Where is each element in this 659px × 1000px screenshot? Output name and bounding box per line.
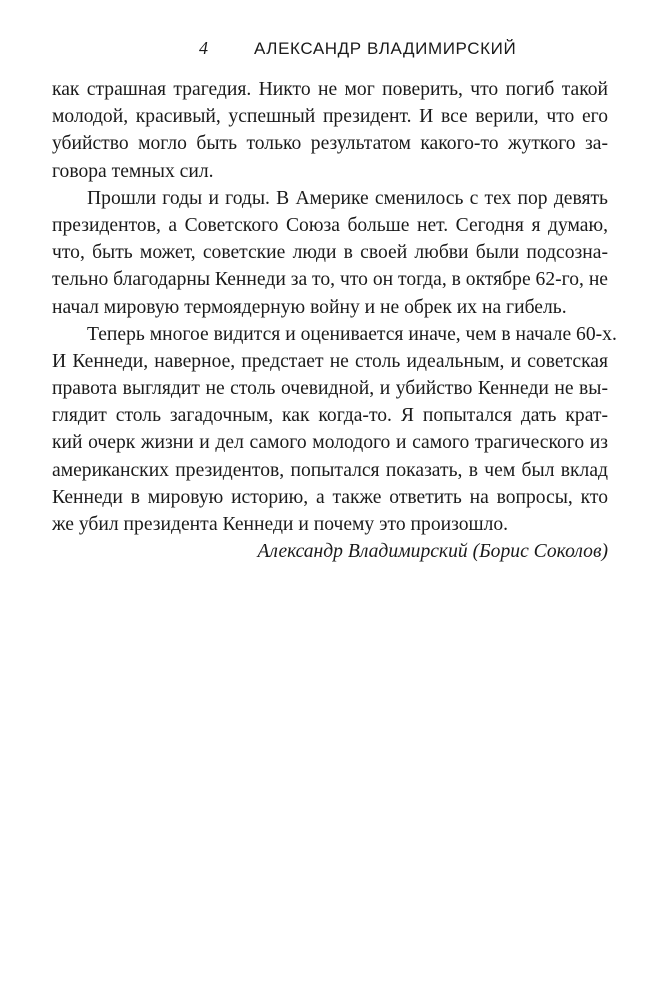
running-head-author: АЛЕКСАНДР ВЛАДИМИРСКИЙ xyxy=(254,39,517,58)
text-line: как страшная трагедия. Никто не мог поверить, что погиб такой xyxy=(52,79,608,100)
text-line: говора темных сил. xyxy=(52,160,214,182)
text-line: начал мировую термоядерную войну и не обрек их на гибель. xyxy=(52,296,567,318)
text-line: молодой, красивый, успешный президент. И все верили, что его xyxy=(52,106,608,128)
paragraph xyxy=(52,321,617,539)
paragraph xyxy=(52,76,608,185)
text-line: президентов, а Советского Союза больше нет. Сегодня я думаю, xyxy=(52,214,608,236)
paragraph xyxy=(52,185,608,321)
text-line: правота выглядит не столь очевидной, и убийство Кеннеди не вы- xyxy=(52,378,608,400)
text-line: тельно благодарны Кеннеди за то, что он тогда, в октябре 62-го, не xyxy=(52,269,608,291)
text-line: американских президентов, попытался показать, в чем был вклад xyxy=(52,459,608,481)
page-number: 4 xyxy=(199,38,209,58)
text-line: убийство могло быть только результатом какого-то жуткого за- xyxy=(52,133,608,155)
running-head xyxy=(0,38,659,66)
text-line: И Кеннеди, наверное, предстает не столь идеальным, и советская xyxy=(52,350,608,372)
text-line: что, быть может, советские люди в своей любви были подсозна- xyxy=(52,242,608,264)
text-line: кий очерк жизни и дел самого молодого и самого трагического из xyxy=(52,432,608,454)
body-text xyxy=(52,76,617,565)
text-line: Теперь многое видится и оценивается иначе, чем в начале 60-х. xyxy=(87,323,617,345)
text-line: же убил президента Кеннеди и почему это произошло. xyxy=(52,514,509,535)
text-line: глядит столь загадочным, как когда-то. Я попытался дать крат- xyxy=(52,405,608,427)
text-line: Кеннеди в мировую историю, а также ответить на вопросы, кто xyxy=(52,486,608,508)
text-line: Прошли годы и годы. В Америке сменилось с тех пор девять xyxy=(87,187,608,209)
author-signature: Александр Владимирский (Борис Соколов) xyxy=(257,541,608,563)
